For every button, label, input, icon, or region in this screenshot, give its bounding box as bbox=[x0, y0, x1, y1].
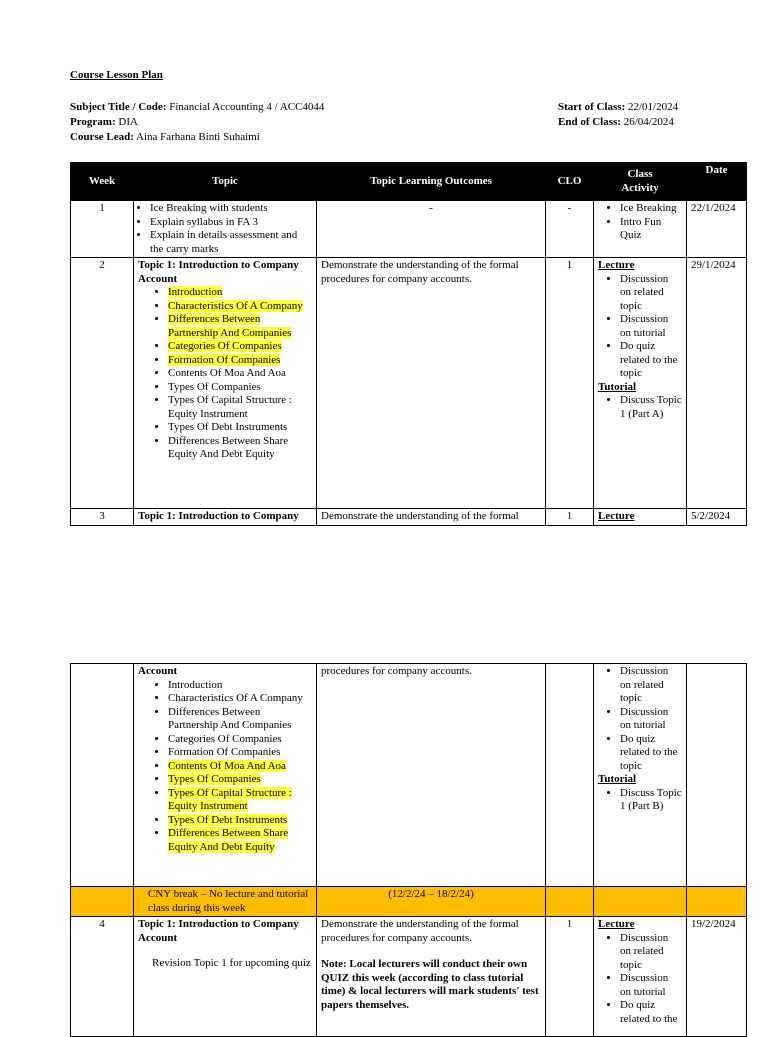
list-item: • Discussion on related topic bbox=[620, 273, 682, 314]
clo-cell: - bbox=[546, 201, 594, 258]
table-row-week-1 bbox=[71, 201, 747, 258]
list-item: • Types Of Companies bbox=[168, 381, 312, 395]
topic-list bbox=[136, 202, 312, 256]
lecture-label: Lecture bbox=[598, 510, 635, 522]
topic-cell bbox=[134, 201, 317, 258]
clo-cell: 1 bbox=[546, 917, 594, 1037]
list-item: • Types Of Debt Instruments bbox=[168, 421, 312, 435]
list-item: • Differences Between Share Equity And Debt Equity bbox=[168, 827, 312, 854]
topic-list bbox=[138, 679, 312, 855]
list-item: • Discussion on tutorial bbox=[620, 706, 682, 733]
tutorial-list bbox=[598, 787, 682, 814]
topic-cell bbox=[134, 917, 317, 1037]
list-item: • Explain in details assessment and the carry marks bbox=[150, 229, 312, 256]
list-item: • Types Of Companies bbox=[168, 773, 312, 787]
tutorial-label: Tutorial bbox=[598, 380, 637, 393]
activity-cell bbox=[594, 509, 687, 526]
clo-cell bbox=[546, 887, 594, 917]
list-item: • Ice Breaking bbox=[620, 202, 682, 216]
lecture-list bbox=[598, 273, 682, 381]
tutorial-label: Tutorial bbox=[598, 773, 637, 785]
list-item: • Differences Between Partnership And Companies bbox=[168, 706, 312, 733]
list-item: • Types Of Debt Instruments bbox=[168, 814, 312, 828]
activity-cell bbox=[594, 917, 687, 1037]
program-line: Program: DIA bbox=[70, 116, 138, 128]
activity-cell bbox=[594, 201, 687, 258]
list-item: • Do quiz related to the bbox=[620, 999, 682, 1026]
revision-note: Revision Topic 1 for upcoming quiz bbox=[152, 957, 311, 969]
week-cell bbox=[71, 887, 134, 917]
table-row-week-4 bbox=[71, 917, 747, 1037]
list-item: • Intro Fun Quiz bbox=[620, 216, 682, 243]
list-item: • Categories Of Companies bbox=[168, 340, 312, 354]
header-activity: Class Activity bbox=[594, 163, 687, 201]
header-outcomes: Topic Learning Outcomes bbox=[317, 163, 546, 201]
topic-title: Account bbox=[138, 665, 178, 677]
lecture-list bbox=[598, 665, 682, 773]
lecture-list bbox=[598, 932, 682, 1027]
start-of-class-line: Start of Class: 22/01/2024 bbox=[558, 101, 679, 113]
header-week: Week bbox=[71, 163, 134, 201]
week-cell: 4 bbox=[71, 917, 134, 1037]
topic-cell bbox=[134, 664, 317, 887]
date-cell: 22/1/2024 bbox=[687, 201, 747, 258]
outcome-cell: Demonstrate the understanding of the formal procedures for company accounts. bbox=[317, 258, 546, 509]
list-item: • Differences Between Partnership And Companies bbox=[168, 313, 312, 340]
list-item: • Discuss Topic 1 (Part A) bbox=[620, 394, 682, 421]
outcome-cell: - bbox=[317, 201, 546, 258]
week-cell: 2 bbox=[71, 258, 134, 509]
table-row-week-3 bbox=[71, 509, 747, 526]
header-topic: Topic bbox=[134, 163, 317, 201]
list-item: • Introduction bbox=[168, 679, 312, 693]
document-title: Course Lesson Plan bbox=[70, 69, 163, 81]
lecture-label: Lecture bbox=[598, 918, 635, 930]
week-cell bbox=[71, 664, 134, 887]
list-item: • Contents Of Moa And Aoa bbox=[168, 760, 312, 774]
list-item: • Differences Between Share Equity And Debt Equity bbox=[168, 435, 312, 462]
list-item: • Introduction bbox=[168, 286, 312, 300]
clo-cell bbox=[546, 664, 594, 887]
course-meta-right bbox=[558, 100, 678, 130]
list-item: • Discussion on related topic bbox=[620, 665, 682, 706]
table-row-week-3-continued bbox=[71, 664, 747, 887]
list-item: • Discussion on tutorial bbox=[620, 313, 682, 340]
list-item: • Ice Breaking with students bbox=[150, 202, 312, 216]
list-item: • Formation Of Companies bbox=[168, 746, 312, 760]
lesson-plan-table-page-2 bbox=[70, 663, 747, 1037]
table-header-row bbox=[71, 163, 747, 201]
subject-line: Subject Title / Code: Financial Accounting 4 / ACC4044 bbox=[70, 101, 325, 113]
list-item: • Discussion on related topic bbox=[620, 932, 682, 973]
list-item: • Categories Of Companies bbox=[168, 733, 312, 747]
table-row-cny-break bbox=[71, 887, 747, 917]
date-cell: 5/2/2024 bbox=[687, 509, 747, 526]
course-meta-left bbox=[70, 100, 324, 145]
list-item: • Characteristics Of A Company bbox=[168, 692, 312, 706]
table-row-week-2 bbox=[71, 258, 747, 509]
lecture-label: Lecture bbox=[598, 259, 635, 271]
list-item: • Do quiz related to the topic bbox=[620, 733, 682, 774]
activity-cell bbox=[594, 664, 687, 887]
topic-cell bbox=[134, 258, 317, 509]
date-cell: 19/2/2024 bbox=[687, 917, 747, 1037]
list-item: • Discussion on tutorial bbox=[620, 972, 682, 999]
outcome-cell: procedures for company accounts. bbox=[317, 664, 546, 887]
activity-list bbox=[598, 202, 682, 243]
date-cell: 29/1/2024 bbox=[687, 258, 747, 509]
list-item: • Formation Of Companies bbox=[168, 354, 312, 368]
date-cell bbox=[687, 664, 747, 887]
outcome-text: Demonstrate the understanding of the formal procedures for company accounts. bbox=[321, 918, 519, 944]
activity-cell bbox=[594, 887, 687, 917]
lesson-plan-table-page-1 bbox=[70, 162, 747, 526]
week-cell: 1 bbox=[71, 201, 134, 258]
end-of-class-line: End of Class: 26/04/2024 bbox=[558, 116, 674, 128]
cny-note: CNY break – No lecture and tutorial class during this week bbox=[134, 887, 317, 917]
tutorial-list bbox=[598, 394, 682, 421]
activity-cell bbox=[594, 258, 687, 509]
clo-cell: 1 bbox=[546, 509, 594, 526]
list-item: • Contents Of Moa And Aoa bbox=[168, 367, 312, 381]
week-cell: 3 bbox=[71, 509, 134, 526]
list-item: • Discuss Topic 1 (Part B) bbox=[620, 787, 682, 814]
outcome-cell: Demonstrate the understanding of the formal bbox=[317, 509, 546, 526]
clo-cell: 1 bbox=[546, 258, 594, 509]
quiz-note: Note: Local lecturers will conduct their own QUIZ this week (according to class tutorial time) & local lecturers will mark students' test papers themselves. bbox=[321, 958, 539, 1011]
list-item: • Types Of Capital Structure : Equity Instrument bbox=[168, 394, 312, 421]
cny-dates: (12/2/24 – 18/2/24) bbox=[317, 887, 546, 917]
list-item: • Do quiz related to the topic bbox=[620, 340, 682, 381]
topic-title: Topic 1: Introduction to Company Account bbox=[138, 259, 299, 285]
outcome-cell bbox=[317, 917, 546, 1037]
topic-title: Topic 1: Introduction to Company Account bbox=[138, 918, 299, 944]
list-item: • Characteristics Of A Company bbox=[168, 300, 312, 314]
header-clo: CLO bbox=[546, 163, 594, 201]
list-item: • Types Of Capital Structure : Equity Instrument bbox=[168, 787, 312, 814]
header-date: Date bbox=[687, 163, 747, 201]
course-lead-line: Course Lead: Aina Farhana Binti Suhaimi bbox=[70, 131, 260, 143]
date-cell bbox=[687, 887, 747, 917]
list-item: • Explain syllabus in FA 3 bbox=[150, 216, 312, 230]
topic-list bbox=[138, 286, 312, 462]
topic-title: Topic 1: Introduction to Company bbox=[134, 509, 317, 526]
